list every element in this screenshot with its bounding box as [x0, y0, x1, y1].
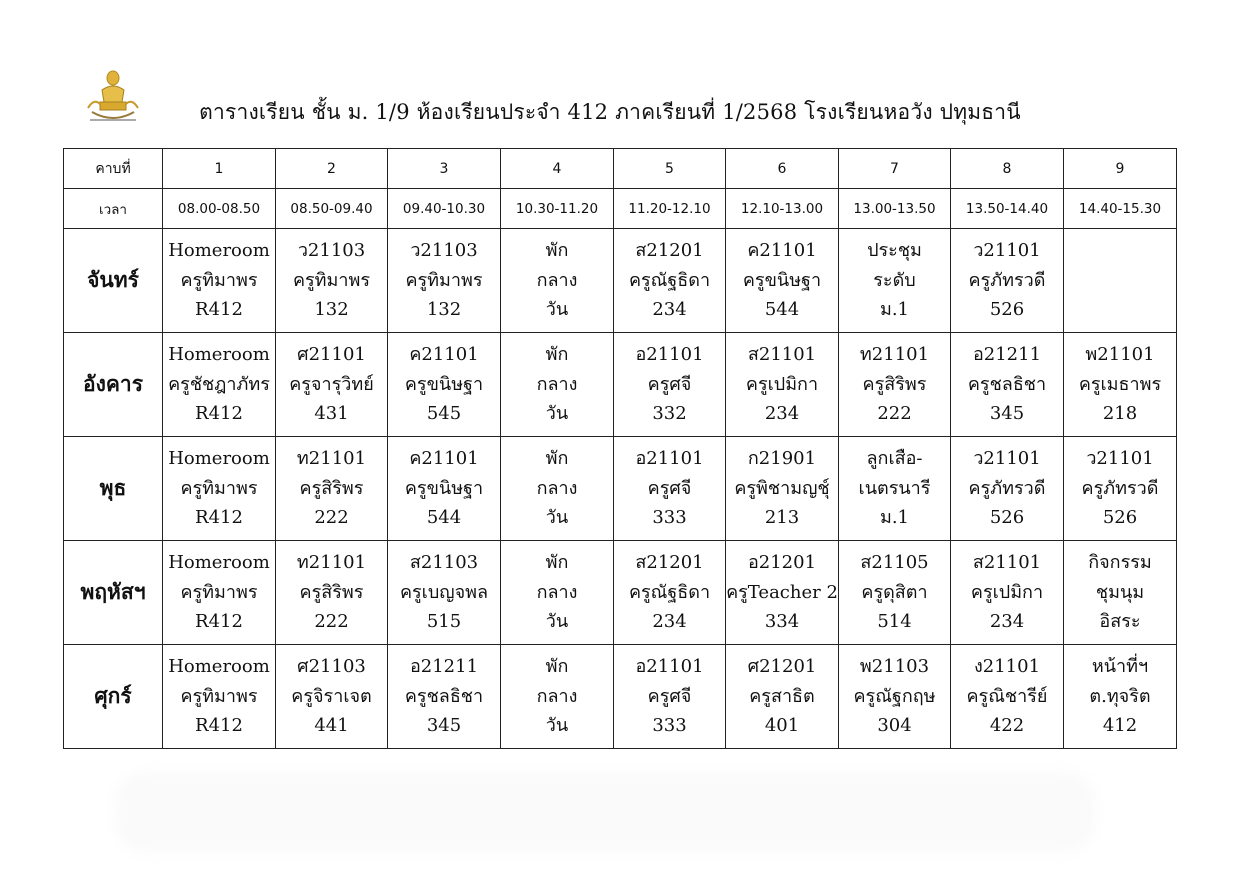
teacher-name: ครูจารุวิทย์	[289, 373, 374, 395]
subject-code: พัก	[545, 240, 569, 262]
period-row	[64, 149, 1177, 189]
teacher-name: ครูชัชฎาภัทร	[168, 373, 270, 395]
period-number: 4	[501, 149, 614, 189]
teacher-name: ครูศจี	[647, 373, 692, 395]
faded-area	[115, 772, 1095, 852]
subject-code: อ21101	[635, 448, 704, 470]
class-cell	[614, 229, 726, 333]
timetable	[63, 148, 1177, 749]
subject-code: ลูกเสือ-	[866, 448, 923, 470]
teacher-name: กลาง	[536, 685, 578, 707]
period-time: 09.40-10.30	[388, 189, 501, 229]
room-number: 132	[314, 299, 349, 321]
teacher-name: ครูสิริพร	[862, 373, 927, 395]
subject-code: พ21101	[1085, 344, 1155, 366]
subject-code: ศ21101	[297, 344, 366, 366]
class-cell	[726, 229, 839, 333]
class-cell	[951, 645, 1064, 749]
room-number: 332	[652, 403, 687, 425]
class-cell	[839, 645, 951, 749]
class-cell	[501, 645, 614, 749]
teacher-name: ครูพิชามญชุ์	[734, 477, 830, 499]
subject-code: ส21103	[409, 552, 479, 574]
room-number: 526	[1102, 507, 1138, 529]
subject-code: Homeroom	[168, 240, 270, 262]
class-cell	[1064, 645, 1177, 749]
subject-code: ส21105	[860, 552, 929, 574]
day-name: อังคาร	[64, 333, 163, 437]
day-row	[64, 541, 1177, 645]
teacher-name: ชุมนุม	[1095, 581, 1145, 603]
subject-code: หน้าที่ฯ	[1091, 656, 1149, 678]
teacher-name: ระดับ	[873, 269, 916, 291]
class-cell	[726, 333, 839, 437]
room-number: R412	[195, 507, 243, 529]
room-number: 345	[989, 403, 1025, 425]
room-number: 333	[652, 715, 687, 737]
room-number: R412	[195, 299, 243, 321]
room-number: วัน	[545, 299, 569, 321]
subject-code: ค21101	[409, 448, 479, 470]
subject-code: ว21101	[973, 240, 1041, 262]
teacher-name: ครูณิชารีย์	[966, 685, 1048, 707]
room-number: 234	[652, 299, 687, 321]
room-number: 545	[426, 403, 462, 425]
class-cell	[1064, 229, 1177, 333]
teacher-name: ครูTeacher 2	[726, 581, 838, 603]
class-cell	[163, 541, 276, 645]
subject-code: พัก	[545, 448, 569, 470]
room-number: R412	[195, 403, 243, 425]
period-time: 13.00-13.50	[839, 189, 951, 229]
period-time: 13.50-14.40	[951, 189, 1064, 229]
teacher-name: ครูณัฐธิดา	[628, 581, 711, 603]
teacher-name: ครูภัทรวดี	[1081, 477, 1159, 499]
room-number: 401	[764, 715, 800, 737]
subject-code: อ21201	[747, 552, 817, 574]
subject-code: พ21103	[859, 656, 930, 678]
day-name: พุธ	[64, 437, 163, 541]
class-cell	[388, 229, 501, 333]
room-number: 304	[877, 715, 912, 737]
room-number: 234	[989, 611, 1025, 633]
teacher-name: กลาง	[536, 373, 578, 395]
subject-code: Homeroom	[168, 344, 270, 366]
class-cell	[163, 645, 276, 749]
period-number: 6	[726, 149, 839, 189]
subject-code: พัก	[545, 552, 569, 574]
teacher-name: กลาง	[536, 477, 578, 499]
teacher-name: ครูเปมิกา	[745, 373, 819, 395]
teacher-name: ครูชลธิชา	[967, 373, 1047, 395]
subject-code: กิจกรรม	[1088, 552, 1152, 574]
room-number: 526	[989, 299, 1025, 321]
class-cell	[163, 333, 276, 437]
class-cell	[388, 645, 501, 749]
teacher-name: ครูสาธิต	[749, 685, 815, 707]
subject-code: Homeroom	[168, 448, 270, 470]
school-crest-icon	[80, 68, 146, 130]
teacher-name: ครูขนิษฐา	[404, 477, 484, 499]
teacher-name: ครูศจี	[647, 477, 692, 499]
subject-code: ว21101	[1086, 448, 1154, 470]
class-cell	[388, 541, 501, 645]
teacher-name: ครูขนิษฐา	[404, 373, 484, 395]
page-title: ตารางเรียน ชั้น ม. 1/9 ห้องเรียนประจำ 412 ภาคเรียนที่ 1/2568 โรงเรียนหอวัง ปทุมธานี	[199, 100, 1021, 124]
room-number: 515	[426, 611, 462, 633]
teacher-name: ครูภัทรวดี	[968, 477, 1046, 499]
room-number: ม.1	[879, 507, 910, 529]
subject-code: ค21101	[747, 240, 817, 262]
subject-code: ท21101	[296, 552, 367, 574]
class-cell	[501, 437, 614, 541]
teacher-name: เนตรนารี	[858, 477, 931, 499]
class-cell	[276, 229, 388, 333]
subject-code: Homeroom	[168, 656, 270, 678]
room-number: วัน	[545, 507, 569, 529]
room-number: วัน	[545, 403, 569, 425]
day-name: พฤหัสฯ	[64, 541, 163, 645]
teacher-name: ครูทิมาพร	[405, 269, 483, 291]
room-number: R412	[195, 611, 243, 633]
teacher-name: ครูณัฐธิดา	[628, 269, 711, 291]
teacher-name: ครูสิริพร	[299, 581, 364, 603]
period-number: 2	[276, 149, 388, 189]
period-time: 11.20-12.10	[614, 189, 726, 229]
class-cell	[839, 229, 951, 333]
room-number: 422	[989, 715, 1025, 737]
room-number: 222	[314, 611, 349, 633]
period-label: คาบที่	[64, 149, 163, 189]
teacher-name: ครูณัฐกฤษ	[853, 685, 936, 707]
period-time: 08.50-09.40	[276, 189, 388, 229]
room-number: 514	[877, 611, 912, 633]
period-number: 7	[839, 149, 951, 189]
period-time: 08.00-08.50	[163, 189, 276, 229]
class-cell	[951, 229, 1064, 333]
room-number: 431	[314, 403, 349, 425]
subject-code: อ21101	[635, 656, 704, 678]
day-name: จันทร์	[64, 229, 163, 333]
room-number: 544	[764, 299, 800, 321]
time-row	[64, 189, 1177, 229]
period-time: 12.10-13.00	[726, 189, 839, 229]
subject-code: อ21211	[972, 344, 1042, 366]
class-cell	[951, 333, 1064, 437]
teacher-name: ครูดุสิตา	[861, 581, 928, 603]
room-number: 222	[314, 507, 349, 529]
period-number: 5	[614, 149, 726, 189]
subject-code: Homeroom	[168, 552, 270, 574]
period-number: 3	[388, 149, 501, 189]
subject-code: ง21101	[973, 656, 1041, 678]
room-number: 132	[426, 299, 462, 321]
teacher-name: ครูทิมาพร	[180, 269, 258, 291]
room-number: อิสระ	[1099, 611, 1141, 633]
class-cell	[614, 541, 726, 645]
class-cell	[726, 541, 839, 645]
subject-code: ส21101	[747, 344, 817, 366]
subject-code: ประชุม	[867, 240, 922, 262]
class-cell	[1064, 437, 1177, 541]
subject-code: ว21103	[410, 240, 478, 262]
class-cell	[276, 437, 388, 541]
class-cell	[276, 541, 388, 645]
room-number: 222	[877, 403, 912, 425]
day-name: ศุกร์	[64, 645, 163, 749]
subject-code: พัก	[545, 344, 569, 366]
class-cell	[163, 229, 276, 333]
room-number: 412	[1102, 715, 1138, 737]
class-cell	[501, 229, 614, 333]
subject-code: อ21101	[635, 344, 704, 366]
day-row	[64, 333, 1177, 437]
subject-code: ท21101	[859, 344, 930, 366]
period-time: 14.40-15.30	[1064, 189, 1177, 229]
class-cell	[388, 333, 501, 437]
teacher-name: กลาง	[536, 269, 578, 291]
teacher-name: ครูทิมาพร	[180, 685, 258, 707]
subject-code: ส21101	[972, 552, 1042, 574]
teacher-name: ครูสิริพร	[299, 477, 364, 499]
period-number: 8	[951, 149, 1064, 189]
room-number: 526	[989, 507, 1025, 529]
room-number: R412	[195, 715, 243, 737]
subject-code: ศ21201	[747, 656, 817, 678]
class-cell	[276, 333, 388, 437]
room-number: 441	[314, 715, 349, 737]
class-cell	[1064, 333, 1177, 437]
teacher-name: ครูจิราเจต	[291, 685, 372, 707]
subject-code: ท21101	[296, 448, 367, 470]
subject-code: ก21901	[747, 448, 817, 470]
period-number: 1	[163, 149, 276, 189]
room-number: 333	[652, 507, 687, 529]
teacher-name: ครูเบญจพล	[399, 581, 489, 603]
class-cell	[614, 645, 726, 749]
teacher-name: กลาง	[536, 581, 578, 603]
day-row	[64, 229, 1177, 333]
room-number: 234	[764, 403, 800, 425]
subject-code: ส21201	[635, 240, 704, 262]
class-cell	[1064, 541, 1177, 645]
class-cell	[951, 541, 1064, 645]
class-cell	[951, 437, 1064, 541]
class-cell	[501, 541, 614, 645]
teacher-name: ครูภัทรวดี	[968, 269, 1046, 291]
room-number: 334	[764, 611, 800, 633]
teacher-name: ครูชลธิชา	[404, 685, 484, 707]
class-cell	[726, 645, 839, 749]
teacher-name: ครูขนิษฐา	[742, 269, 822, 291]
subject-code: ว21103	[297, 240, 366, 262]
class-cell	[501, 333, 614, 437]
class-cell	[839, 541, 951, 645]
room-number: วัน	[545, 611, 569, 633]
room-number: วัน	[545, 715, 569, 737]
room-number: 544	[426, 507, 462, 529]
period-number: 9	[1064, 149, 1177, 189]
teacher-name: ครูศจี	[647, 685, 692, 707]
teacher-name: ต.ทุจริต	[1089, 685, 1151, 707]
teacher-name: ครูเมธาพร	[1078, 373, 1162, 395]
subject-code: ค21101	[409, 344, 479, 366]
teacher-name: ครูทิมาพร	[180, 581, 258, 603]
teacher-name: ครูเปมิกา	[970, 581, 1044, 603]
class-cell	[163, 437, 276, 541]
subject-code: ว21101	[973, 448, 1041, 470]
room-number: 213	[764, 507, 800, 529]
class-cell	[276, 645, 388, 749]
subject-code: อ21211	[409, 656, 479, 678]
teacher-name: ครูทิมาพร	[292, 269, 371, 291]
day-row	[64, 437, 1177, 541]
room-number: 345	[426, 715, 462, 737]
period-time: 10.30-11.20	[501, 189, 614, 229]
subject-code: ศ21103	[297, 656, 366, 678]
time-label: เวลา	[64, 189, 163, 229]
teacher-name: ครูทิมาพร	[180, 477, 258, 499]
subject-code: ส21201	[635, 552, 704, 574]
class-cell	[614, 437, 726, 541]
subject-code: พัก	[545, 656, 569, 678]
class-cell	[839, 333, 951, 437]
room-number: 218	[1102, 403, 1138, 425]
room-number: ม.1	[879, 299, 910, 321]
class-cell	[388, 437, 501, 541]
class-cell	[726, 437, 839, 541]
day-row	[64, 645, 1177, 749]
class-cell	[839, 437, 951, 541]
room-number: 234	[652, 611, 687, 633]
class-cell	[614, 333, 726, 437]
